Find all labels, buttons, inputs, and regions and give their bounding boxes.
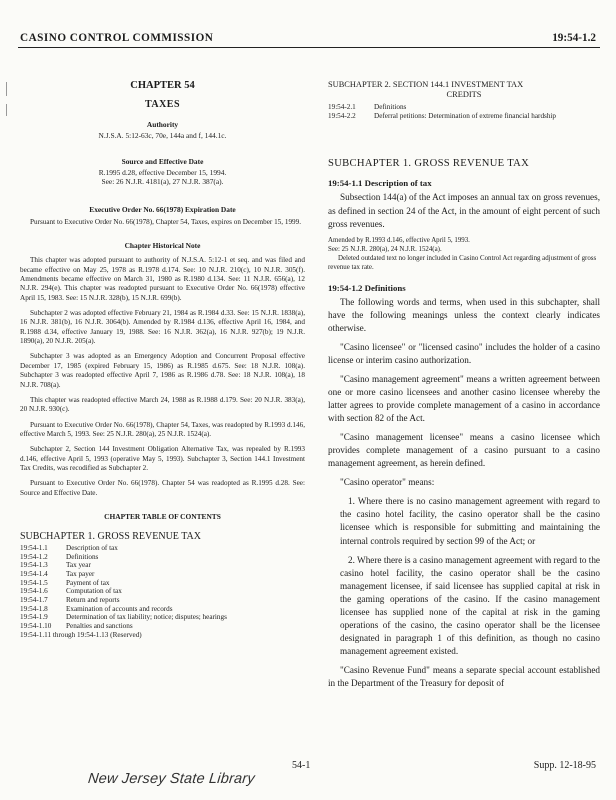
history-paragraph: Subchapter 2 was adopted effective February 21, 1984 as R.1984 d.33. See: 15 N.J.R. 1838(a), 16 N.J.R. 381(b), 16 N.J.R. 3064(b). Amended by R.1984 d.136, effective April 16, 1984, and R.1988 d.34, effective January 19, 1988. See: 16 N.J.R. 362(a), 16 N.J.R. 927(b); 19 N.J.R. 1890(a), 20 N.J.R. 205(a). [20,309,305,346]
definition-list-item: 2. Where there is a casino management agreement with regard to the casino hotel facility, the casino operator shall be the casino management licensee, if said licensee has supplied capital at risk in the gaming operations of the casino. If the casino management licensee has supplied none of the capital at risk in the gaming operations of the casino, the casino operator shall be the licensee designated in paragraph 1 of this definition, as though no casino management agreement existed. [340,554,600,656]
toc-title: Tax year [66,561,91,570]
toc-title: Return and reports [66,595,120,604]
toc-title: Deferral petitions: Determination of extreme financial hardship [374,111,557,120]
definition-paragraph: The following words and terms, when used in this subchapter, shall have the following meanings unless the context clearly indicates otherwise. [328,296,600,333]
toc-reserved: 19:54-1.11 through 19:54-1.13 (Reserved) [20,630,142,639]
amendment-note: Deleted outdated text no longer included in Casino Control Act regarding adjustment of gross revenue tax rate. [328,254,597,271]
scan-mark [6,82,7,96]
toc-row [20,613,227,622]
toc-row [20,622,227,631]
toc-subchapter-title: SUBCHAPTER 1. GROSS REVENUE TAX [20,531,201,543]
toc-number: 19:54-1.6 [20,587,48,596]
toc-title: Definitions [66,552,99,561]
right-column [328,80,600,696]
running-header-section: 19:54-1.2 [552,32,596,44]
history-paragraph: This chapter was readopted effective March 24, 1988 as R.1988 d.179. See: 20 N.J.R. 383(a), 20 N.J.R. 930(c). [20,395,305,414]
toc-number: 19:54-2.1 [328,103,356,112]
amendment-note: See: 25 N.J.R. 280(a), 24 N.J.R. 1524(a). [328,245,442,253]
history-paragraph: Subchapter 3 was adopted as an Emergency Adoption and Concurrent Proposal effective December 17, 1985 (expired February 15, 1986) as R.1985 d.675. See: 18 N.J.R. 108(a). Subchapter 3 was readopted effective April 7, 1986 as R.1986 d.78. See: 18 N.J.R. 108(a), 18 N.J.R. 708(a). [20,352,305,389]
toc-title: Definitions [374,103,407,112]
toc-row [20,544,227,553]
eo-text: Pursuant to Executive Order No. 66(1978), Chapter 54, Taxes, expires on December 15, 1999. [30,217,302,226]
history-paragraph: Subchapter 2, Section 144 Investment Obligation Alternative Tax, was repealed by R.1993 d.146, effective April 5, 1993 (operative May 5, 1993). Subchapter 3, Section 144.1 Investment Tax Credits, was recodified as Subchapter 2. [20,445,305,473]
toc-title: Determination of tax liability; notice; disputes; hearings [66,613,227,622]
subchapter2-title: SUBCHAPTER 2. SECTION 144.1 INVESTMENT TAX [328,80,524,89]
toc-row [328,103,556,112]
library-stamp: New Jersey State Library [87,771,256,787]
toc-title: Tax payer [66,570,95,579]
toc-row [328,112,556,121]
toc-title: Description of tax [66,544,118,553]
history-heading: Chapter Historical Note [124,241,201,251]
definition-list-item: 1. Where there is no casino management agreement with regard to the casino hotel facility, the casino operator shall be the casino licensee which is responsible for submitting and maintaining the internal controls required by section 99 of the Act; or [340,496,600,546]
definition-paragraph: "Casino Revenue Fund" means a separate special account established in the Department of the Treasury for deposit of [328,665,600,689]
history-paragraph: This chapter was adopted pursuant to authority of N.J.S.A. 5:12-1 et seq. and was filed and became effective on May 25, 1978 as R.1978 d.174. See: 10 N.J.R. 210(c), 10 N.J.R. 305(f). Amendments became effective on March 31, 1980 as R.1980 d.134. See: 11 N.J.R. 656(a), 12 N.J.R. 294(e). This chapter was readopted pursuant to Executive Order No. 66(1978) effective April 15, 1983. See: 15 N.J.R. 328(b), 15 N.J.R. 699(b). [20,256,305,302]
toc-number: 19:54-1.4 [20,570,48,579]
section-heading: 19:54-1.2 Definitions [328,282,406,293]
source-line: R.1995 d.28, effective December 15, 1994. [98,167,227,177]
definition-paragraph: "Casino management agreement" means a written agreement between one or more casino licensees and another casino licensee whereby the latter agrees to provide complete management of a casino in accordance with section 82 of the Act. [328,373,600,423]
supplement-date: Supp. 12-18-95 [533,760,596,771]
toc-number: 19:54-1.1 [20,544,48,553]
toc-number: 19:54-1.8 [20,604,48,613]
toc-number: 19:54-1.5 [20,578,48,587]
section-text: Subsection 144(a) of the Act imposes an annual tax on gross revenues, as defined in section 24 of the Act, in the amount of eight percent of such gross revenues. [328,192,600,229]
authority-text: N.J.S.A. 5:12-63c, 70e, 144a and f, 144.1c. [98,131,227,140]
source-heading: Source and Effective Date [121,156,204,166]
amendment-note: Amended by R.1993 d.146, effective April 5, 1993. [328,236,470,244]
toc-table [20,544,227,639]
running-header-title: CASINO CONTROL COMMISSION [20,32,214,44]
page-number: 54-1 [292,760,311,771]
toc-title: Penalties and sanctions [66,621,133,630]
toc2-table [328,103,556,120]
section-heading: 19:54-1.1 Description of tax [328,178,432,189]
toc-number: 19:54-1.10 [20,621,52,630]
toc-number: 19:54-1.3 [20,561,48,570]
definition-paragraph: "Casino licensee" or "licensed casino" includes the holder of a casino license or interim casino authorization. [328,341,600,365]
chapter-number: CHAPTER 54 [130,80,195,91]
toc-row [20,579,227,588]
toc-number: 19:54-1.2 [20,552,48,561]
subchapter2-title-cont: CREDITS [446,90,482,100]
definition-paragraph: "Casino operator" means: [340,477,435,488]
scan-mark [6,104,7,116]
toc-heading: CHAPTER TABLE OF CONTENTS [104,512,221,522]
authority-heading: Authority [146,120,179,129]
toc-title: Payment of tax [66,578,110,587]
toc-number: 19:54-1.7 [20,595,48,604]
history-paragraph: Pursuant to Executive Order No. 66(1978). Chapter 54 was readopted as R.1995 d.28. See: Source and Effective Date. [20,479,305,497]
source-line: See: 26 N.J.R. 4181(a), 27 N.J.R. 387(a). [101,177,224,187]
toc-number: 19:54-1.9 [20,613,48,622]
left-column [20,80,305,639]
toc-title: Computation of tax [66,587,122,596]
header-rule [18,47,600,48]
toc-number: 19:54-2.2 [328,111,356,120]
toc-row [20,605,227,614]
toc-row [20,587,227,596]
toc-row [20,596,227,605]
history-paragraph: Pursuant to Executive Order No. 66(1978), Chapter 54, Taxes, was readopted by R.1993 d.146, effective March 5, 1993. See: 25 N.J.R. 280(a), 25 N.J.R. 1524(a). [20,420,305,438]
definition-paragraph: "Casino management licensee" means a casino licensee which provides complete management of a casino pursuant to a casino management agreement, as herein defined. [328,432,600,469]
toc-title: Examination of accounts and records [66,604,173,613]
toc-row [20,631,227,640]
eo-heading: Executive Order No. 66(1978) Expiration Date [89,204,236,214]
toc-row [20,561,227,570]
toc-row [20,553,227,562]
subchapter1-title: SUBCHAPTER 1. GROSS REVENUE TAX [328,158,530,170]
toc-row [20,570,227,579]
chapter-title: TAXES [144,99,181,110]
